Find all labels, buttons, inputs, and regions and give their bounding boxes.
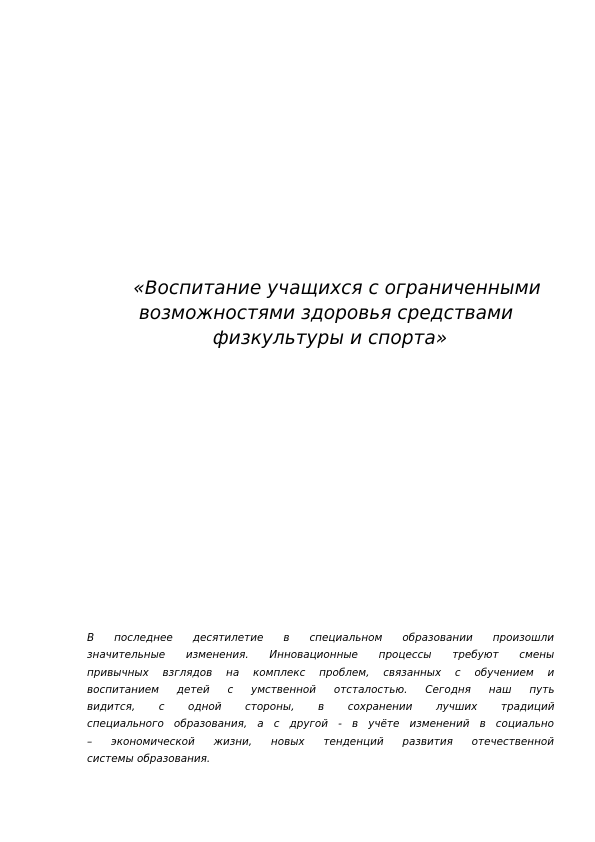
body-line-5: видится, с одной стороны, в сохранении лучших традиций [87,701,555,714]
title-line-2: возможностями здоровья средствами [138,303,514,324]
body-line-8: системы образования. [87,753,211,766]
document-title [100,276,560,351]
body-line-7: – экономической жизни, новых тенденций развития отечественной [87,735,554,748]
body-line-2: значительные изменения. Инновационные процессы требуют смены [87,649,555,662]
title-line-3: физкультуры и спорта» [212,328,448,349]
body-line-4: воспитанием детей с умственной отсталостью. Сегодня наш путь [87,683,555,696]
body-line-1: В последнее десятилетие в специальном образовании произошли [87,632,554,644]
body-paragraph [87,630,554,768]
title-line-1: «Воспитание учащихся с ограниченными [133,278,541,299]
body-line-6: специального образования, а с другой - в учёте изменений в социально [87,718,554,731]
body-line-3: привычных взглядов на комплекс проблем, связанных с обучением и [87,666,555,679]
